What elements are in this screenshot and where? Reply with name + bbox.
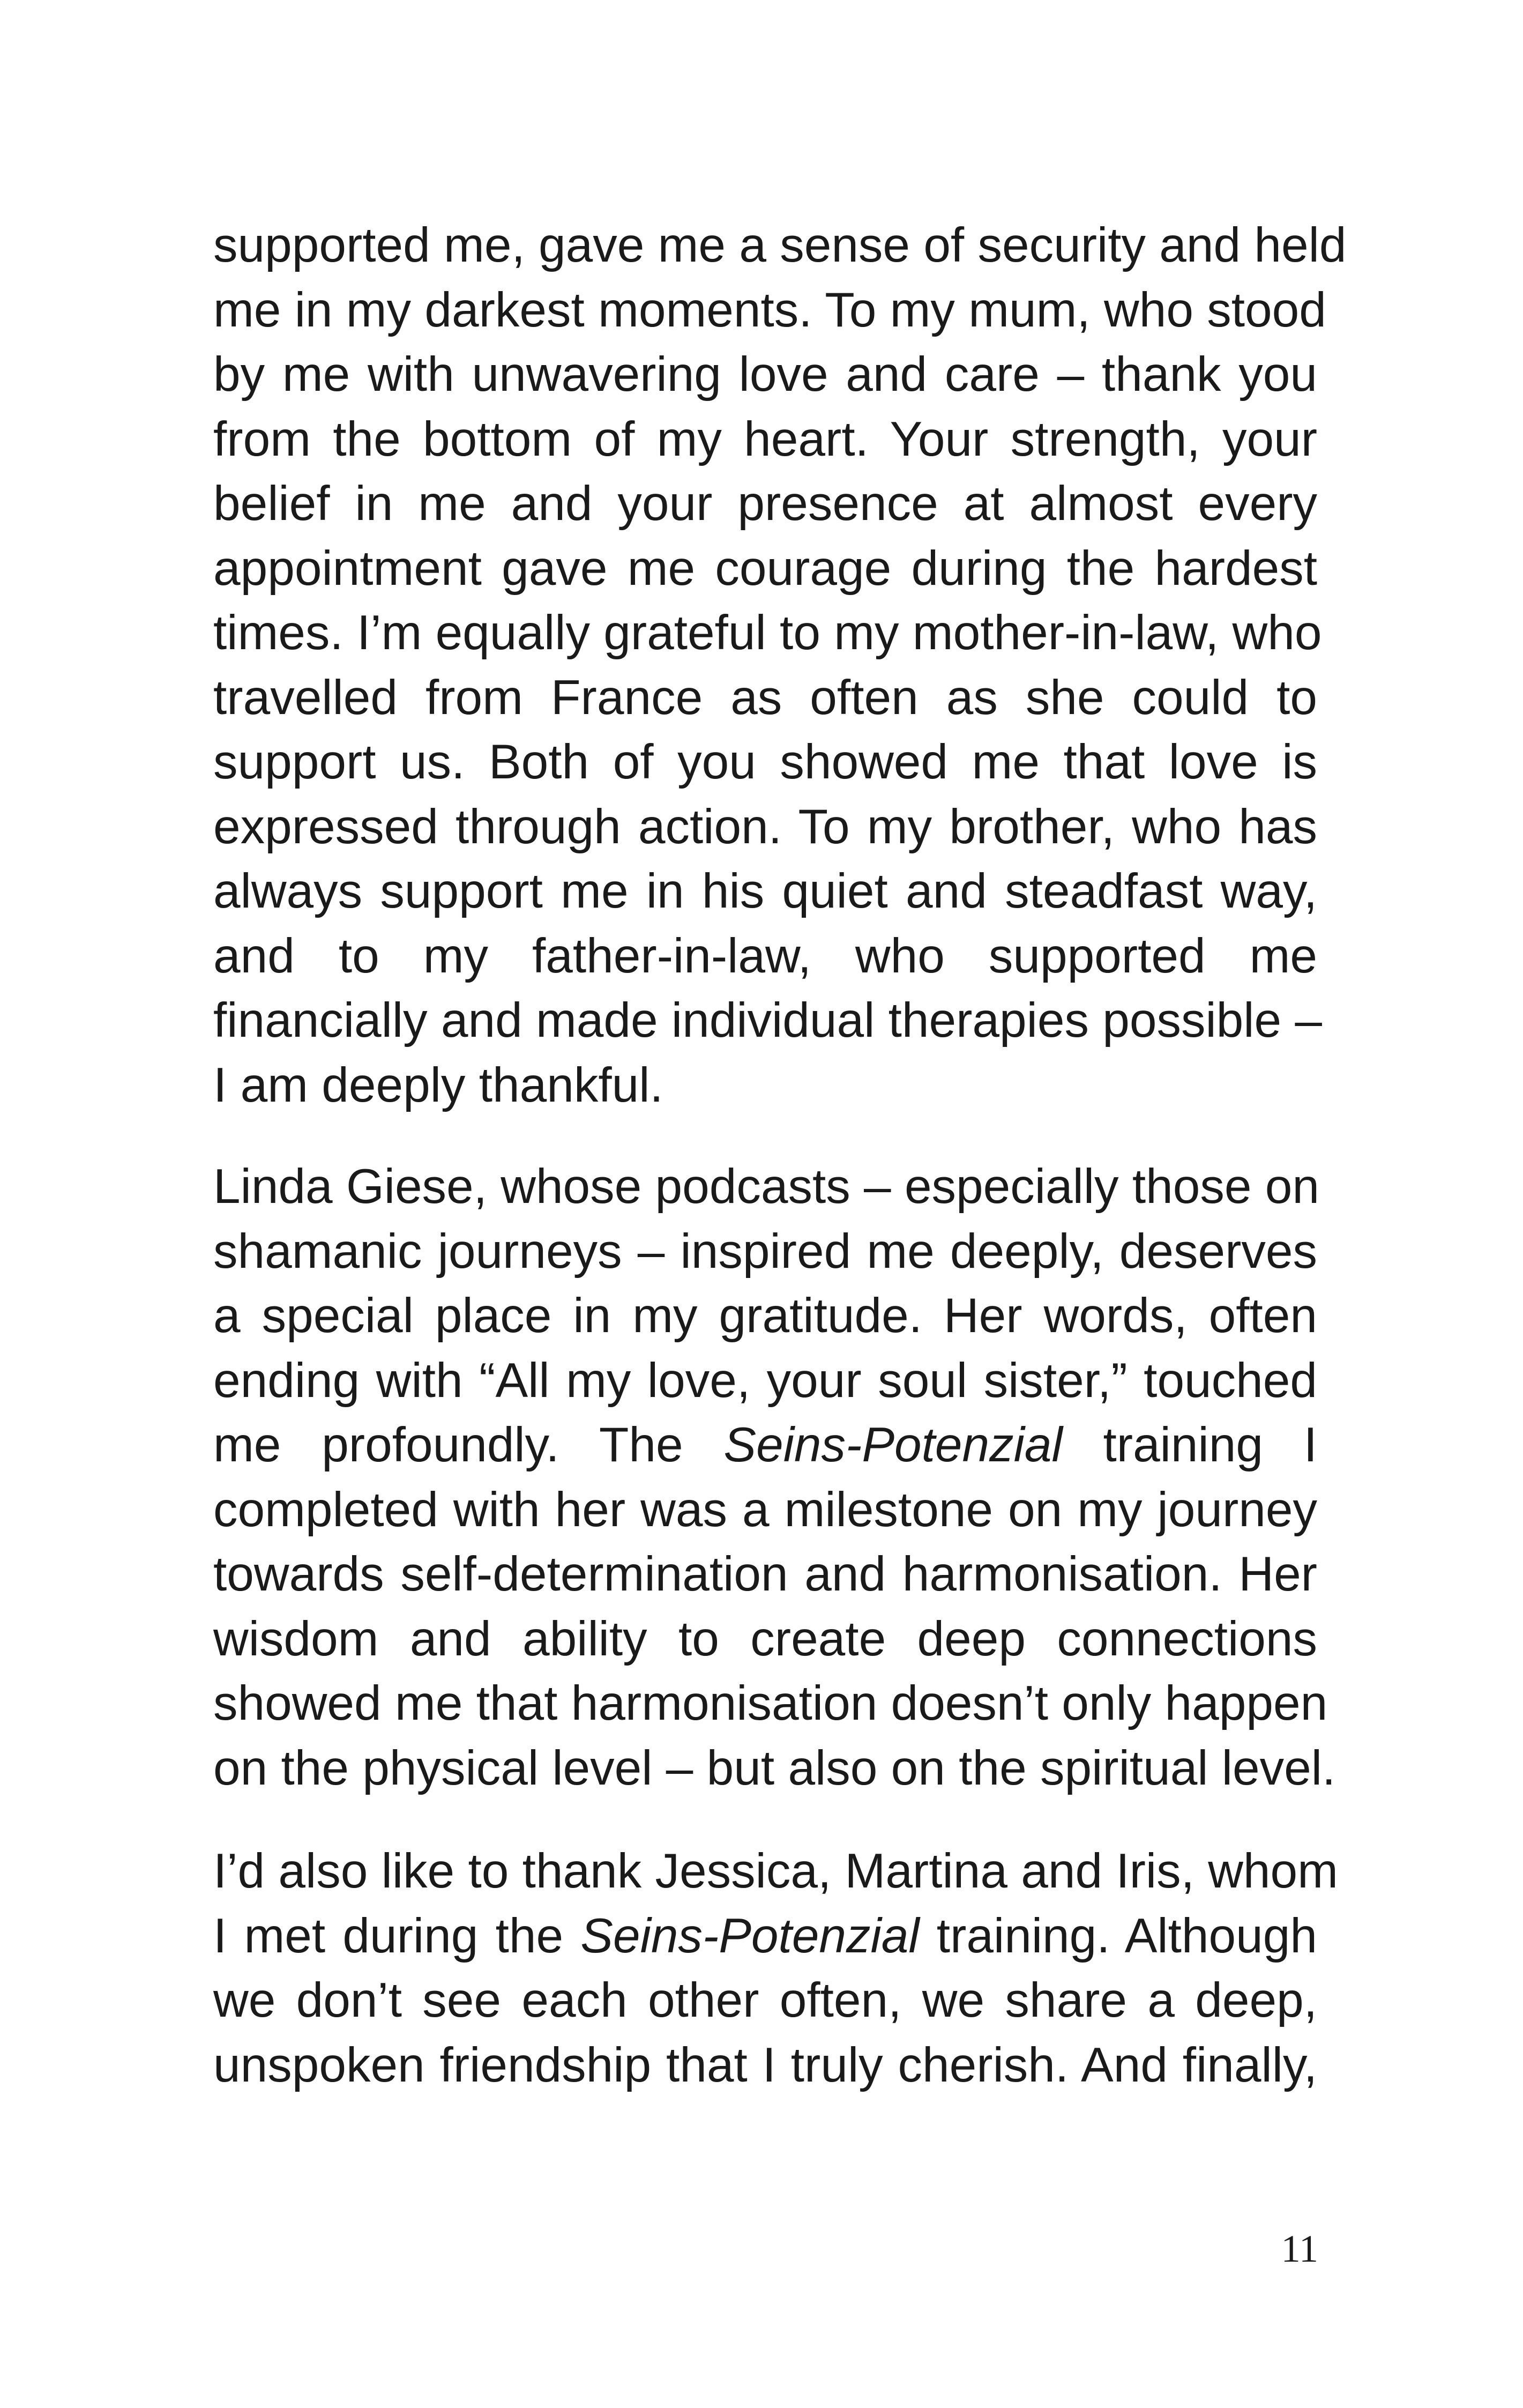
paragraph-family-thanks xyxy=(213,213,1347,1118)
text-line: I’d also like to thank Jessica, Martina and Iris, whom xyxy=(213,1844,1338,1898)
text-line: ending with “All my love, your soul sister,” touched xyxy=(213,1353,1317,1408)
text-line: belief in me and your presence at almost every xyxy=(213,477,1317,531)
text-line: on the physical level – but also on the spiritual level. xyxy=(213,1741,1336,1795)
text-line: wisdom and ability to create deep connections xyxy=(213,1611,1317,1666)
text-line: support us. Both of you showed me that love is xyxy=(213,735,1317,789)
paragraph-friends-thanks xyxy=(213,1839,1338,2098)
text-line: we don’t see each other often, we share a deep, xyxy=(213,1973,1317,2027)
text-line: always support me in his quiet and steadfast way, xyxy=(213,864,1317,918)
text-line: Linda Giese, whose podcasts – especially those on xyxy=(213,1160,1319,1214)
text-line: and to my father-in-law, who supported me xyxy=(213,928,1317,983)
text-line: unspoken friendship that I truly cherish. And finally, xyxy=(213,2038,1317,2092)
text-line: a special place in my gratitude. Her words, often xyxy=(213,1289,1317,1343)
text-line: me in my darkest moments. To my mum, who stood xyxy=(213,283,1326,337)
paragraph-linda-giese xyxy=(213,1155,1336,1801)
italic-title-seins-potenzial: Seins-Potenzial xyxy=(580,1908,920,1963)
text-line: financially and made individual therapies possible – xyxy=(213,993,1323,1047)
text-line: towards self-determination and harmonisation. Her xyxy=(213,1547,1317,1601)
text-run: training. Although xyxy=(919,1908,1317,1963)
text-line: shamanic journeys – inspired me deeply, deserves xyxy=(213,1224,1317,1279)
text-line: from the bottom of my heart. Your strength, your xyxy=(213,412,1317,466)
page-number: 11 xyxy=(1281,2227,1318,2270)
text-line: by me with unwavering love and care – thank you xyxy=(213,347,1317,402)
text-run: me profoundly. The xyxy=(213,1418,724,1472)
text-line-with-italic xyxy=(213,1904,1317,1969)
italic-title-seins-potenzial: Seins-Potenzial xyxy=(723,1418,1063,1472)
text-line-with-italic xyxy=(213,1413,1317,1478)
text-line: showed me that harmonisation doesn’t only happen xyxy=(213,1676,1328,1730)
text-line: completed with her was a milestone on my journey xyxy=(213,1482,1317,1537)
text-line: supported me, gave me a sense of security and held xyxy=(213,218,1347,272)
text-run: training I xyxy=(1062,1418,1317,1472)
text-line: travelled from France as often as she could to xyxy=(213,670,1317,725)
text-run: I met during the xyxy=(213,1908,581,1963)
text-line: expressed through action. To my brother, who has xyxy=(213,799,1317,854)
text-line: times. I’m equally grateful to my mother-in-law, who xyxy=(213,606,1322,660)
text-line: I am deeply thankful. xyxy=(213,1058,663,1112)
text-line: appointment gave me courage during the hardest xyxy=(213,541,1317,596)
